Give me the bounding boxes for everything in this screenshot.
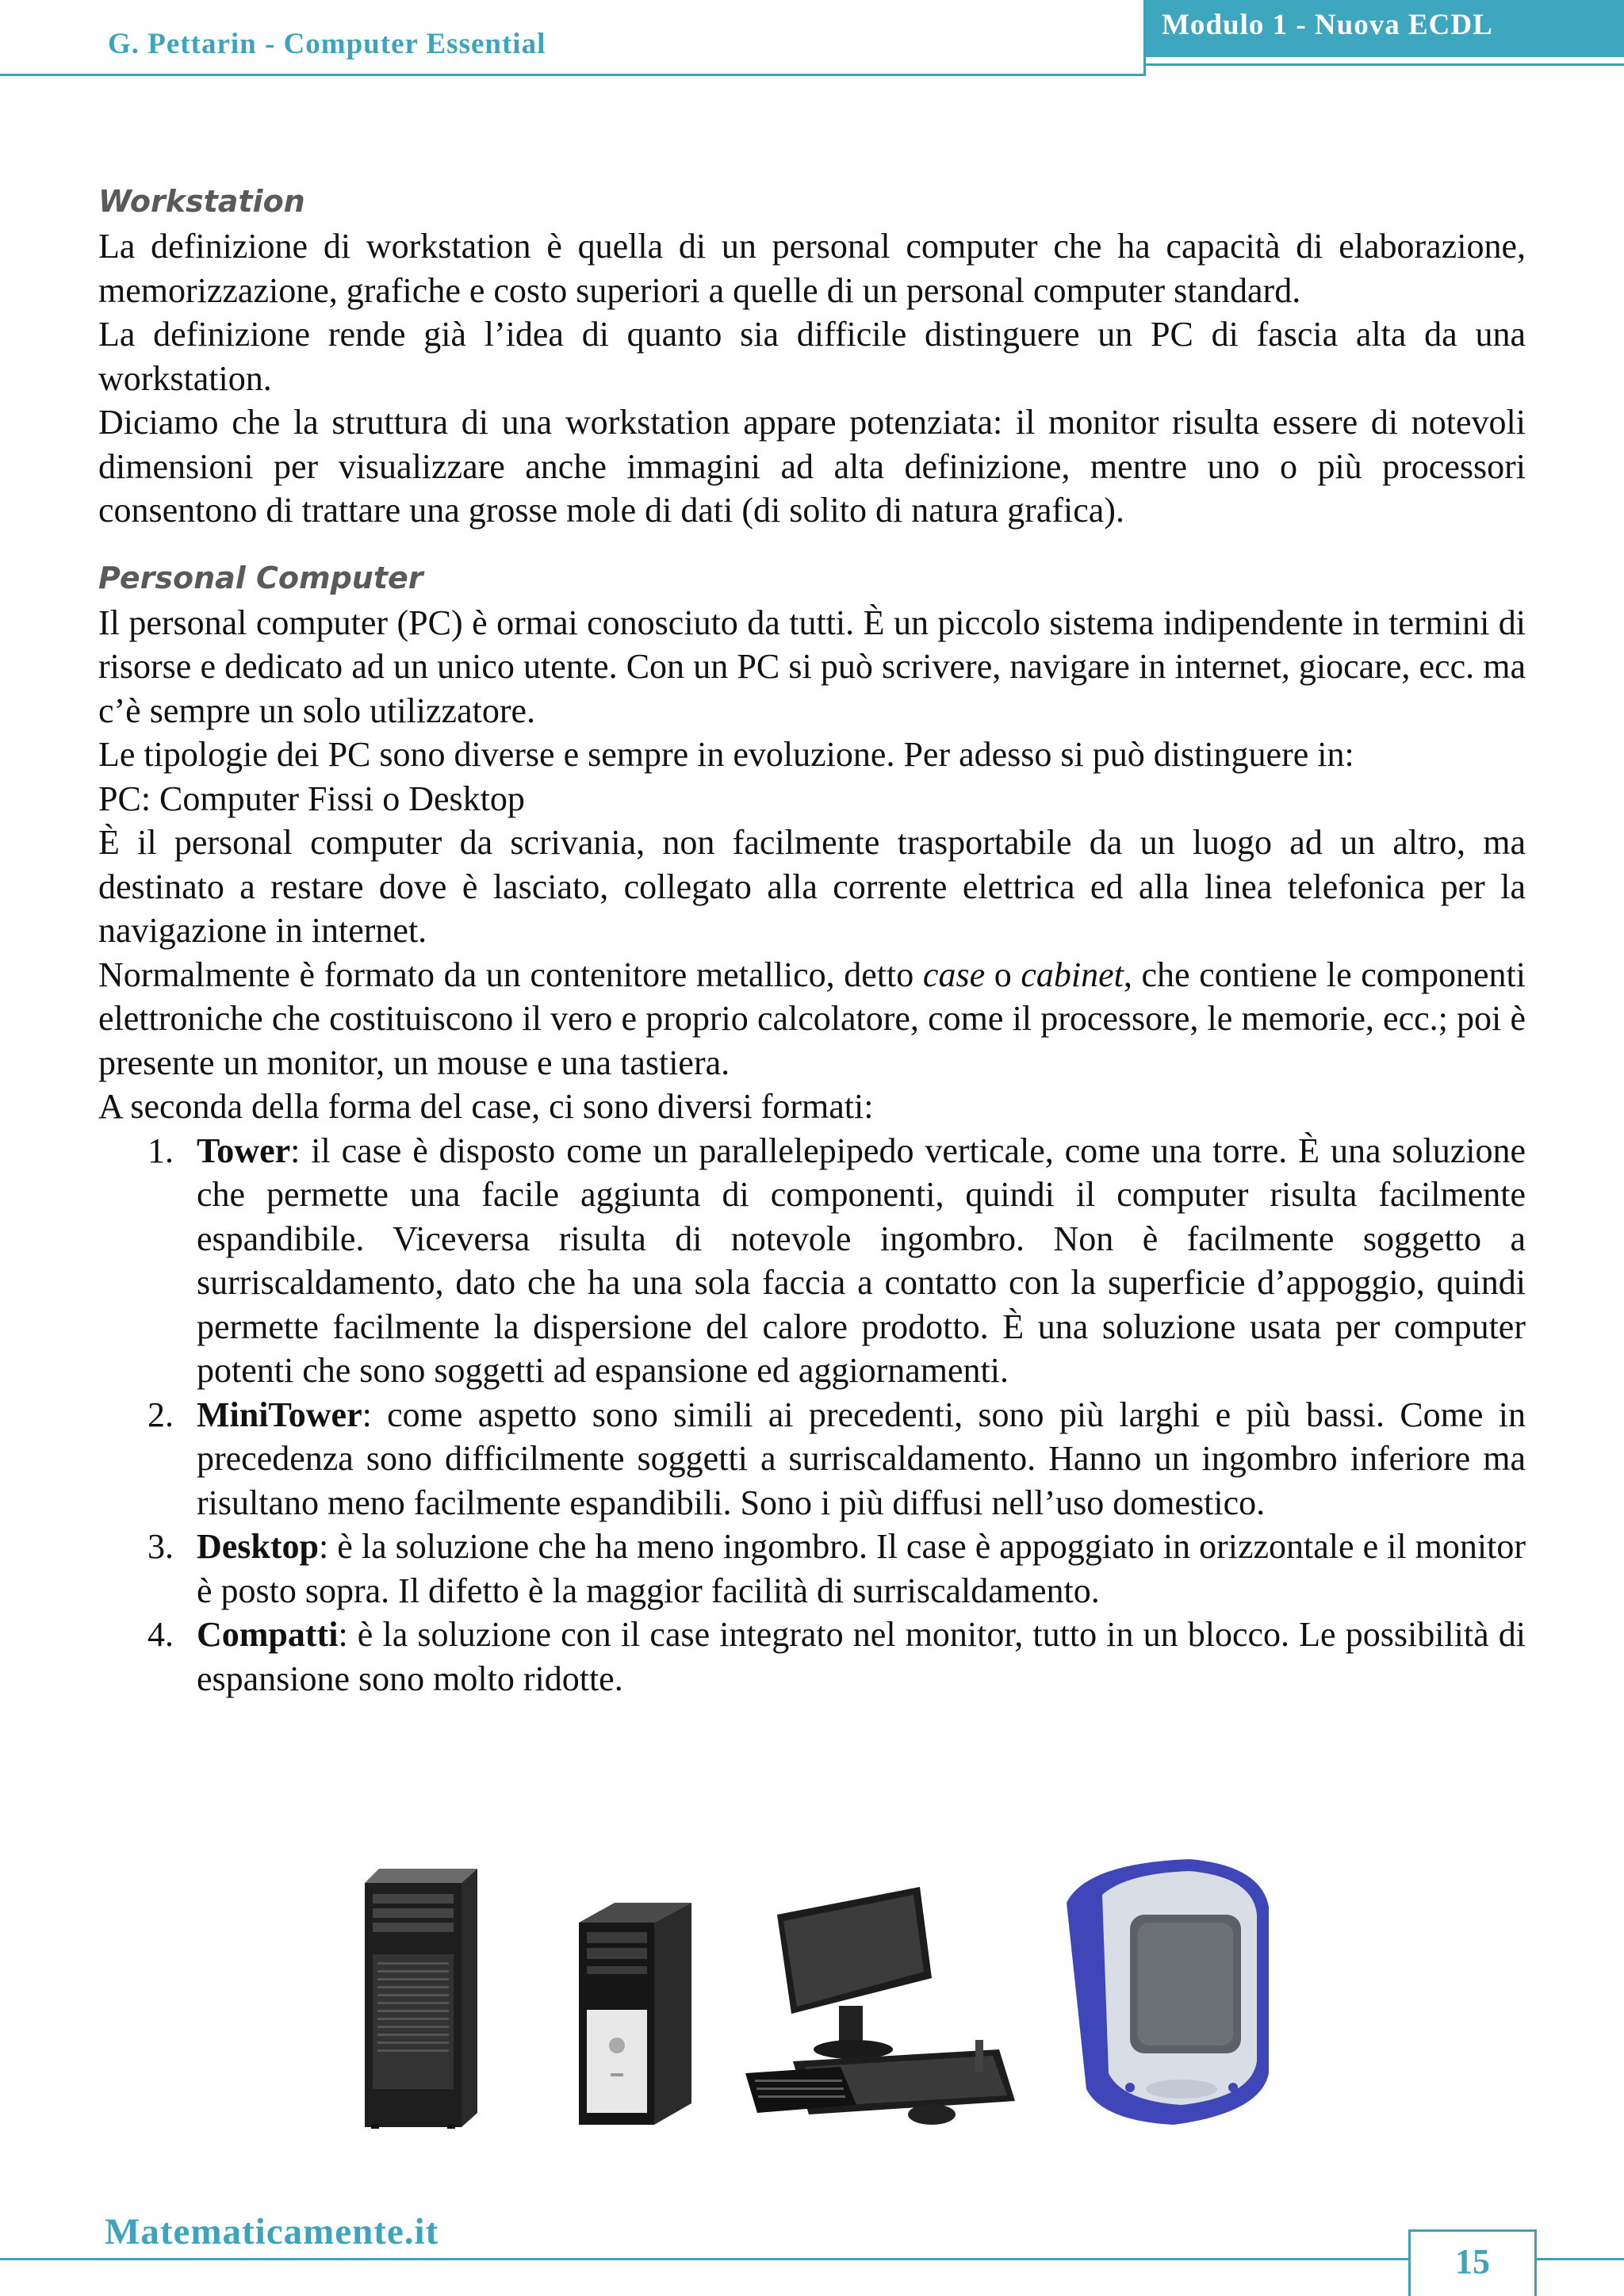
computer-types-figure	[349, 1859, 1554, 2129]
paragraph: Normalmente è formato da un contenitore metallico, detto case o cabinet, che contiene le componenti elettroniche che costituiscono il vero e proprio calcolatore, come il processore, le memorie, ecc.; poi è presente un monitor, un mouse e una tastiera.	[98, 955, 1526, 1082]
header-module-tab	[1146, 0, 1624, 57]
term-compatti: Compatti	[197, 1615, 339, 1654]
term-minitower: MiniTower	[197, 1395, 362, 1434]
page-number: 15	[1455, 2242, 1490, 2281]
list-item: 3. Desktop: è la soluzione che ha meno ingombro. Il case è appoggiato in orizzontale e il monitor è posto sopra. Il difetto è la maggior facilità di surriscaldamento.	[147, 1527, 1526, 1610]
paragraph: A seconda della forma del case, ci sono diversi formati:	[98, 1087, 874, 1126]
paragraph: PC: Computer Fissi o Desktop	[98, 779, 525, 818]
term-cabinet: cabinet	[1021, 955, 1124, 994]
footer-site-name: Matematicamente.it	[105, 2211, 439, 2252]
section-title-personal-computer: Personal Computer	[98, 560, 423, 595]
paragraph: È il personal computer da scrivania, non facilmente trasportabile da un luogo ad un altro, ma destinato a restare dove è lasciato, collegato alla corrente elettrica ed alla linea telefonica per la navigazione in internet.	[98, 823, 1526, 950]
page-content	[98, 178, 1526, 1701]
paragraph: Il personal computer (PC) è ormai conosciuto da tutti. È un piccolo sistema indipendente in termini di risorse e dedicato ad un unico utente. Con un PC si può scrivere, navigare in internet, giocare, ecc. ma c’è sempre un solo utilizzatore.	[98, 603, 1526, 730]
footer-rule	[0, 2258, 1624, 2260]
tower-case-image	[365, 1869, 477, 2129]
term-tower: Tower	[197, 1131, 291, 1170]
header-book-title: G. Pettarin - Computer Essential	[108, 28, 546, 60]
case-formats-list	[98, 1129, 1526, 1701]
all-in-one-computer-image	[1067, 1859, 1269, 2125]
page-number-box	[1408, 2229, 1537, 2296]
header-left-frame	[0, 0, 1146, 76]
paragraph: La definizione di workstation è quella di un personal computer che ha capacità di elaborazione, memorizzazione, grafiche e costo superiori a quelle di un personal computer standard.	[98, 227, 1526, 310]
header-rule	[1146, 63, 1624, 66]
list-item: 4. Compatti: è la soluzione con il case integrato nel monitor, tutto in un blocco. Le possibilità di espansione sono molto ridotte.	[147, 1615, 1526, 1698]
paragraph: Le tipologie dei PC sono diverse e sempre in evoluzione. Per adesso si può distinguere in:	[98, 735, 1354, 774]
paragraph: La definizione rende già l’idea di quanto sia difficile distinguere un PC di fascia alta da una workstation.	[98, 315, 1526, 398]
minitower-case-image	[579, 1903, 691, 2125]
term-case: case	[922, 955, 986, 994]
list-item: 1. Tower: il case è disposto come un parallelepipedo verticale, come una torre. È una soluzione che permette una facile aggiunta di componenti, quindi il computer risulta facilmente espandibile. Viceversa risulta di notevole ingombro. Non è facilmente soggetto a surriscaldamento, dato che ha una sola faccia a contatto con la superficie d’appoggio, quindi permette facilmente la dispersione del calore prodotto. È una soluzione usata per computer potenti che sono soggetti ad espansione ed aggiornamenti.	[147, 1131, 1526, 1390]
desktop-computer-image	[745, 1887, 1015, 2125]
paragraph: Diciamo che la struttura di una workstation appare potenziata: il monitor risulta essere di notevoli dimensioni per visualizzare anche immagini ad alta definizione, mentre uno o più processori consentono di trattare una grosse mole di dati (di solito di natura grafica).	[98, 403, 1526, 530]
list-item: 2. MiniTower: come aspetto sono simili ai precedenti, sono più larghi e più bassi. Come in precedenza sono difficilmente soggetti a surriscaldamento. Hanno un ingombro inferiore ma risultano meno facilmente espandibili. Sono i più diffusi nell’uso domestico.	[147, 1395, 1526, 1522]
term-desktop: Desktop	[197, 1527, 320, 1566]
header-module-title: Modulo 1 - Nuova ECDL	[1162, 9, 1493, 41]
section-title-workstation: Workstation	[98, 184, 305, 219]
